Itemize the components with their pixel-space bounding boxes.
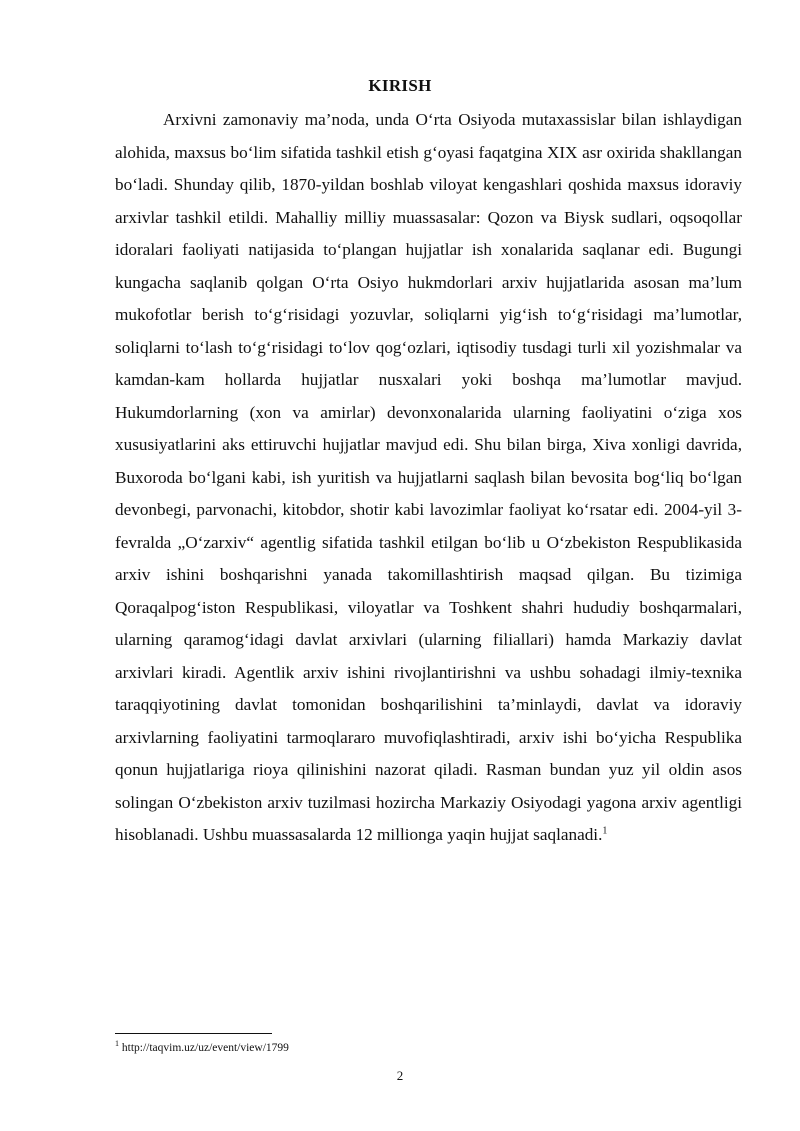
footnote-reference[interactable]: 1: [602, 825, 608, 837]
footnote-divider: [115, 1033, 272, 1034]
body-paragraph: [115, 104, 742, 852]
paragraph-text: Arxivni zamonaviy ma’noda, unda O‘rta Osiyoda mutaxassislar bilan ishlaydigan alohida, maxsus bo‘lim sifatida tashkil etish g‘oyasi faqatgina XIX asr oxirida shakllangan bo‘ladi. Shunday qilib, 1870-yildan boshlab viloyat kengashlari qoshida maxsus idoraviy arxivlar tashkil etildi. Mahalliy milliy muassasalar: Qozon va Biysk sudlari, oqsoqollar idoralari faoliyati natijasida to‘plangan hujjatlar ish xonalarida saqlanar edi. Bugungi kungacha saqlanib qolgan O‘rta Osiyo hukmdorlari arxiv hujjatlarida asosan ma’lum mukofotlar berish to‘g‘risidagi yozuvlar, soliqlarni yig‘ish to‘g‘risidagi ma’lumotlar, soliqlarni to‘lash to‘g‘risidagi to‘lov qog‘ozlari, iqtisodiy tusdagi turli xil yozishmalar va kamdan-kam hollarda hujjatlar nusxalari yoki boshqa ma’lumotlar mavjud. Hukumdorlarning (xon va amirlar) devonxonalarida ularning faoliyatini o‘ziga xos xususiyatlarini aks ettiruvchi hujjatlar mavjud edi. Shu bilan birga, Xiva xonligi davrida, Buxoroda bo‘lgani kabi, ish yuritish va hujjatlarni saqlash bilan bevosita bog‘liq bo‘lgan devonbegi, parvonachi, kitobdor, shotir kabi lavozimlar faoliyat ko‘rsatar edi. 2004-yil 3-fevralda „O‘zarxiv“ agentlig sifatida tashkil etilgan bo‘lib u O‘zbekiston Respublikasida arxiv ishini boshqarishni yanada takomillashtirish maqsad qilgan. Bu tizimiga Qoraqalpog‘iston Respublikasi, viloyatlar va Toshkent shahri hududiy boshqarmalari, ularning qaramog‘idagi davlat arxivlari (ularning filiallari) hamda Markaziy davlat arxivlari kiradi. Agentlik arxiv ishini rivojlantirishni va ushbu sohadagi ilmiy-texnika taraqqiyotining davlat tomonidan boshqarilishini ta’minlaydi, davlat va idoraviy arxivlarning faoliyatini tarmoqlararo muvofiqlashtiradi, arxiv ishi bo‘yicha Respublika qonun hujjatlariga rioya qilinishini nazorat qiladi. Rasman bundan yuz yil oldin asos solingan O‘zbekiston arxiv tuzilmasi hozircha Markaziy Osiyodagi yagona arxiv agentligi hisoblanadi. Ushbu muassasalarda 12 millionga yaqin hujjat saqlanadi.: [115, 110, 742, 844]
page-number: 2: [396, 1068, 404, 1083]
footnote-number: 1: [115, 1039, 119, 1049]
section-heading: KIRISH: [368, 76, 432, 95]
footnote-link[interactable]: http://taqvim.uz/uz/event/view/1799: [121, 1042, 289, 1054]
footnote: [115, 1041, 289, 1055]
